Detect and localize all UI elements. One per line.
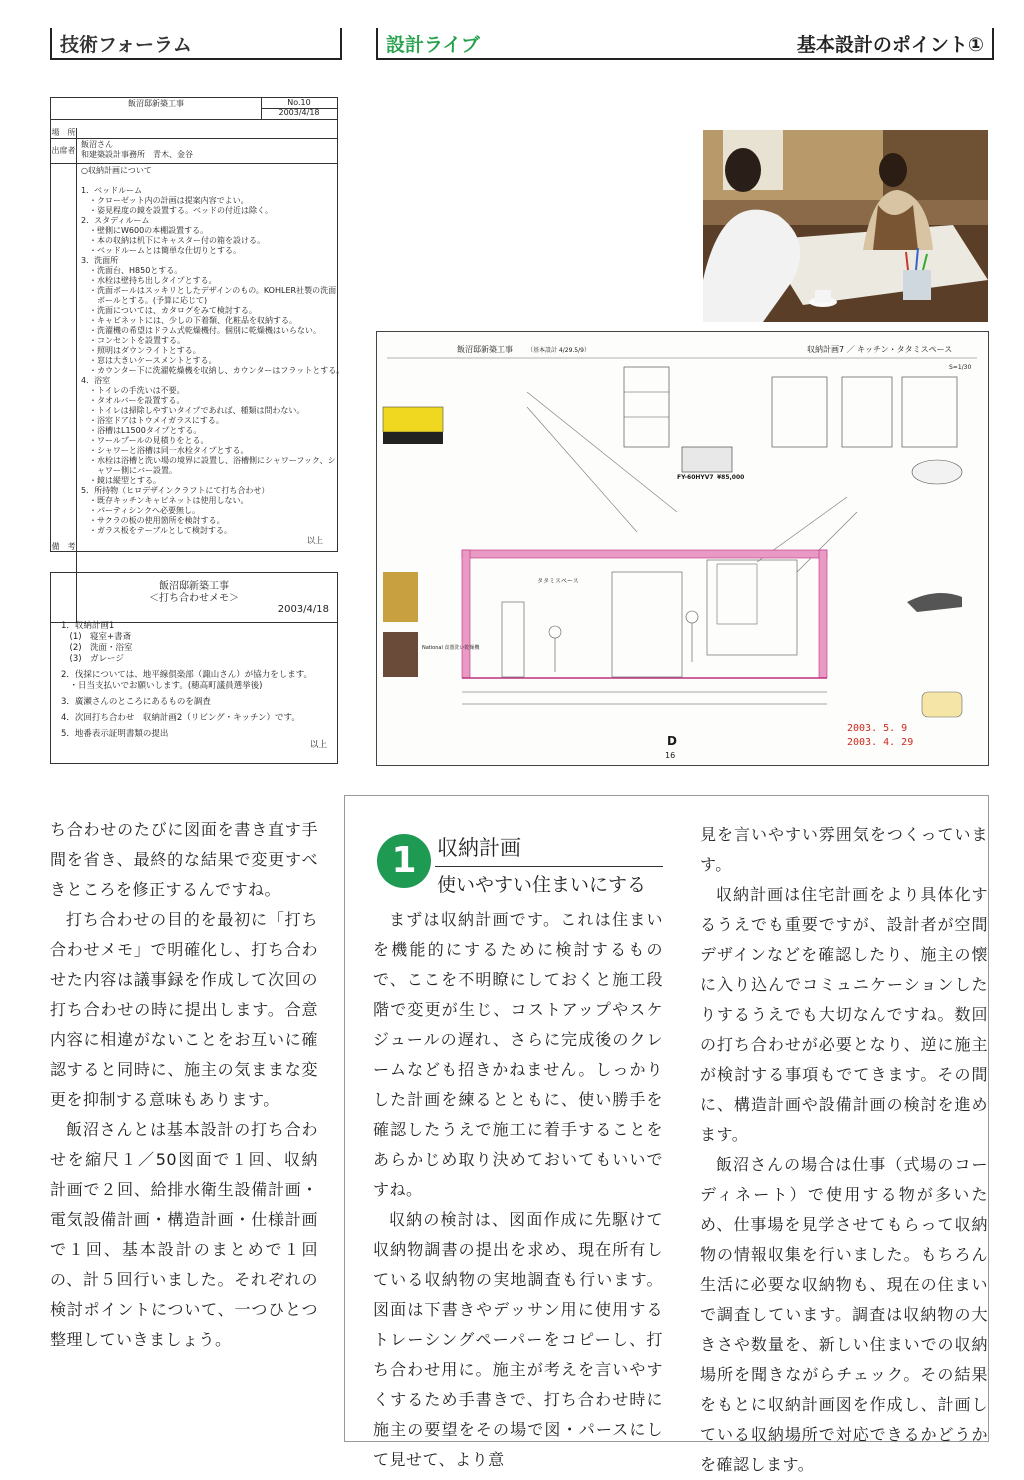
minutes-line: ・壁側にW600の本棚設置する。 <box>81 226 209 235</box>
minutes-line: 5．所持物（ヒロデザインクラフトにて打ち合わせ） <box>81 486 270 495</box>
paragraph: 収納の検討は、図面作成に先駆けて収納物調書の提出を求め、現在所有している収納物の実地調査も行います。図面は下書きやデッサン用に使用するトレーシングペーパーをコピーし、打ち合わせ用に。施主が考えを言いやすくするため手書きで、打ち合わせ時に施主の要望をその場で図・パースにして見せて、より意 <box>373 1210 663 1469</box>
minutes-title: 飯沼邸新築工事 <box>51 98 262 119</box>
paragraph: 飯沼さんの場合は仕事（式場のコーディネート）で使用する物が多いため、仕事場を見学させてもらって収納物の情報収集を行いました。もちろん生活に必要な収納物も、現在の住まいで調査しています。調査は収納物の大きさや数量を、新しい住まいでの収納場所を聞きながらチェック。その結果をもとに収納計画図を作成し、計画している収納場所で対応できるかどうかを確認します。 <box>700 1155 988 1474</box>
minutes-line: ・パーティシンクへ必要無し。 <box>81 506 200 515</box>
memo-title: 飯沼邸新築工事 <box>159 581 229 592</box>
label-dishwasher: National 食器洗い乾燥機 <box>422 645 480 651</box>
memo-subtitle: ＜打ち合わせメモ＞ <box>149 593 239 604</box>
minutes-line: ・浴槽はL1500タイプとする。 <box>81 426 202 435</box>
remarks-label: 備 考 <box>51 542 76 551</box>
paragraph: 収納計画は住宅計画をより具体化するうえでも重要ですが、設計者が空間デザインなどを確認したり、施主の懐に入り込んでコミュニケーションしたりするうえでも大切なんですね。数回の打ち合わせが必要となり、逆に施主が検討する事項もでてきます。その間に、構造計画や設備計画の検討を進めます。 <box>700 885 988 1144</box>
minutes-line: ・洗面台、H850とする。 <box>81 266 183 275</box>
minutes-date: 2003/4/18 <box>278 108 320 117</box>
minutes-line: ・洗面については、カタログをみて検討する。 <box>81 306 257 315</box>
body-column-1 <box>50 815 318 1355</box>
drawing-page-letter: D <box>667 734 677 748</box>
minutes-line: ○収納計画について <box>81 166 152 175</box>
minutes-line: ・トイレの手洗いは不要。 <box>81 386 185 395</box>
minutes-line: ャワー側にバー設置。 <box>81 466 177 475</box>
section-title-rule <box>435 866 663 867</box>
minutes-line: ・タオルバーを設置する。 <box>81 396 185 405</box>
meeting-photo <box>703 130 988 322</box>
body-column-2 <box>373 905 663 1475</box>
minutes-line: ・サクラの板の使用箇所を検討する。 <box>81 516 225 525</box>
minutes-line: ・シャワーと浴槽は同一水栓タイプとする。 <box>81 446 249 455</box>
minutes-line: ・クローゼット内の計画は提案内容でよい。 <box>81 196 249 205</box>
section-number-badge: 1 <box>377 834 431 888</box>
drawing-date-2: 2003. 4. 29 <box>847 737 914 748</box>
minutes-header-row <box>51 98 337 120</box>
meeting-minutes <box>50 97 345 552</box>
minutes-line: ・洗面ボールはスッキリとしたデザインのもの。KOHLER社製の洗面 <box>81 286 337 295</box>
memo-line: (2) 洗面・浴室 <box>61 643 133 653</box>
minutes-content-row <box>51 164 345 623</box>
minutes-line <box>81 176 333 186</box>
meeting-memo <box>50 572 338 764</box>
memo-date: 2003/4/18 <box>277 604 329 615</box>
minutes-line: 1．ベッドルーム <box>81 186 143 195</box>
minutes-line: 3．洗面所 <box>81 256 119 265</box>
attendee: 飯沼さん <box>81 140 113 149</box>
minutes-line: ・ワールプールの見積りをとる。 <box>81 436 209 445</box>
minutes-line: ・窓は大きいケースメントとする。 <box>81 356 217 365</box>
drawing-lines <box>377 332 988 765</box>
minutes-line: ・姿見程度の鏡を設置する。ベッドの付近は除く。 <box>81 206 273 215</box>
series-title: 設計ライブ <box>386 34 480 56</box>
place-label: 場 所 <box>51 128 76 137</box>
memo-line: (1) 寝室+書斎 <box>61 632 132 642</box>
drawing-scale: S=1/30 <box>949 364 972 371</box>
minutes-line: 4．浴室 <box>81 376 111 385</box>
minutes-line: ・鏡は縦型とする。 <box>81 476 161 485</box>
paragraph: 飯沼さんとは基本設計の打ち合わせを縮尺１／50図面で１回、収納計画で２回、給排水衛生設備計画・電気設備計画・構造計画・仕様計画で１回、基本設計のまとめで１回の、計５回行いました。それぞれの検討ポイントについて、一つひとつ整理していきましょう。 <box>50 1120 318 1349</box>
minutes-line: ・浴室ドアはトウメイガラスにする。 <box>81 416 224 425</box>
memo-line: 5．地番表示証明書類の提出 <box>61 729 169 739</box>
body-column-3 <box>700 820 988 1480</box>
minutes-line: ・水栓は浴槽と洗い場の境界に設置し、浴槽側にシャワーフック、シ <box>81 456 336 465</box>
minutes-line: ・カウンター下に洗濯乾燥機を収納し、カウンターはフラットとする。 <box>81 366 345 375</box>
minutes-line: ボールとする。(予算に応じて) <box>81 296 208 305</box>
minutes-line: ・既存キッチンキャビネットは使用しない。 <box>81 496 249 505</box>
minutes-line: ・本の収納は机下にキャスター付の箱を設ける。 <box>81 236 265 245</box>
minutes-content <box>81 166 345 546</box>
paragraph: ち合わせのたびに図面を書き直す手間を省き、最終的な結果で変更すべきところを修正するんですね。 <box>50 820 318 899</box>
memo-line: 4．次回打ち合わせ 収納計画2（リビング・キッチン）です。 <box>61 713 300 723</box>
minutes-line: ・洗濯機の希望はドラム式乾燥機付。個別に乾燥機はいらない。 <box>81 326 321 335</box>
minutes-number: No.10 <box>261 98 337 109</box>
meeting-photo-image <box>703 130 988 322</box>
drawing-sheet-title: 収納計画7 ／ キッチン・タタミスペース <box>807 345 953 354</box>
memo-line: 2．伐採については、地平線倶楽部（諏山さん）が協力をします。 <box>61 670 313 680</box>
paragraph: まずは収納計画です。これは住まいを機能的にするために検討するもので、ここを不明瞭にしておくと施工段階で変更が生じ、コストアップやスケジュールの遅れ、さらに完成後のクレームなども招きかねません。しっかりした計画を練るとともに、使い勝手を確認したうえで施工に着手することをあらかじめ取り決めておいてもいいですね。 <box>373 910 663 1199</box>
attendees-label: 出席者 <box>51 139 77 163</box>
drawing-project-title: 飯沼邸新築工事 <box>457 345 513 354</box>
minutes-line: ・キャビネットには、少しの下着類、化粧品を収納する。 <box>81 316 297 325</box>
memo-line: 3．廣瀬さんのところにあるものを調査 <box>61 697 211 707</box>
minutes-line: ・コンセントを設置する。 <box>81 336 185 345</box>
memo-end-mark: 以上 <box>309 740 327 750</box>
header-right-bar <box>376 28 994 60</box>
label-tatami-space: タタミスペース <box>537 578 579 585</box>
minutes-line: ・水栓は壁持ち出しタイプとする。 <box>81 276 217 285</box>
drawing-plan-note: （基本設計 4/29.5/9） <box>527 347 590 354</box>
minutes-line: ・ガラス板をテーブルとして検討する。 <box>81 526 233 535</box>
attendee: 和建築設計事務所 青木、金谷 <box>81 150 193 159</box>
minutes-line: ・照明はダウンライトとする。 <box>81 346 201 355</box>
paragraph: 打ち合わせの目的を最初に「打ち合わせメモ」で明確化し、打ち合わせた内容は議事録を作成して次回の打ち合わせの時に提出します。合意内容に相違がないことをお互いに確認すると同時に、施主の気ままな変更を抑制する意味もあります。 <box>50 910 318 1109</box>
section-subtitle: 使いやすい住まいにする <box>437 874 647 896</box>
memo-line: (3) ガレージ <box>61 654 124 664</box>
label-product: FY-60HYV7 <box>677 474 714 481</box>
minutes-line: 2．スタディルーム <box>81 216 150 225</box>
minutes-place-row <box>51 128 337 139</box>
paragraph: 見を言いやすい雰囲気をつくっています。 <box>700 825 988 874</box>
label-price: ¥85,000 <box>717 474 745 481</box>
memo-content <box>61 621 327 751</box>
storage-plan-drawing <box>376 331 989 766</box>
magazine-section-title: 技術フォーラム <box>60 34 192 56</box>
memo-line: ・日当支払いでお願いします。(穂高町議員選挙後) <box>61 681 263 691</box>
minutes-line: ・トイレは掃除しやすいタイプであれば、種類は問わない。 <box>81 406 305 415</box>
drawing-page-number: 16 <box>665 751 676 760</box>
minutes-line: ・ベッドルームとは簡単な仕切りとする。 <box>81 246 241 255</box>
section-title: 収納計画 <box>437 836 521 860</box>
header-left-bar <box>50 28 342 60</box>
page-title: 基本設計のポイント① <box>796 34 984 56</box>
minutes-attendees-row <box>51 139 337 164</box>
memo-line: 1．収納計画1 <box>61 621 115 631</box>
drawing-date-1: 2003. 5. 9 <box>847 723 908 734</box>
minutes-end-mark: 以上 <box>307 536 323 545</box>
